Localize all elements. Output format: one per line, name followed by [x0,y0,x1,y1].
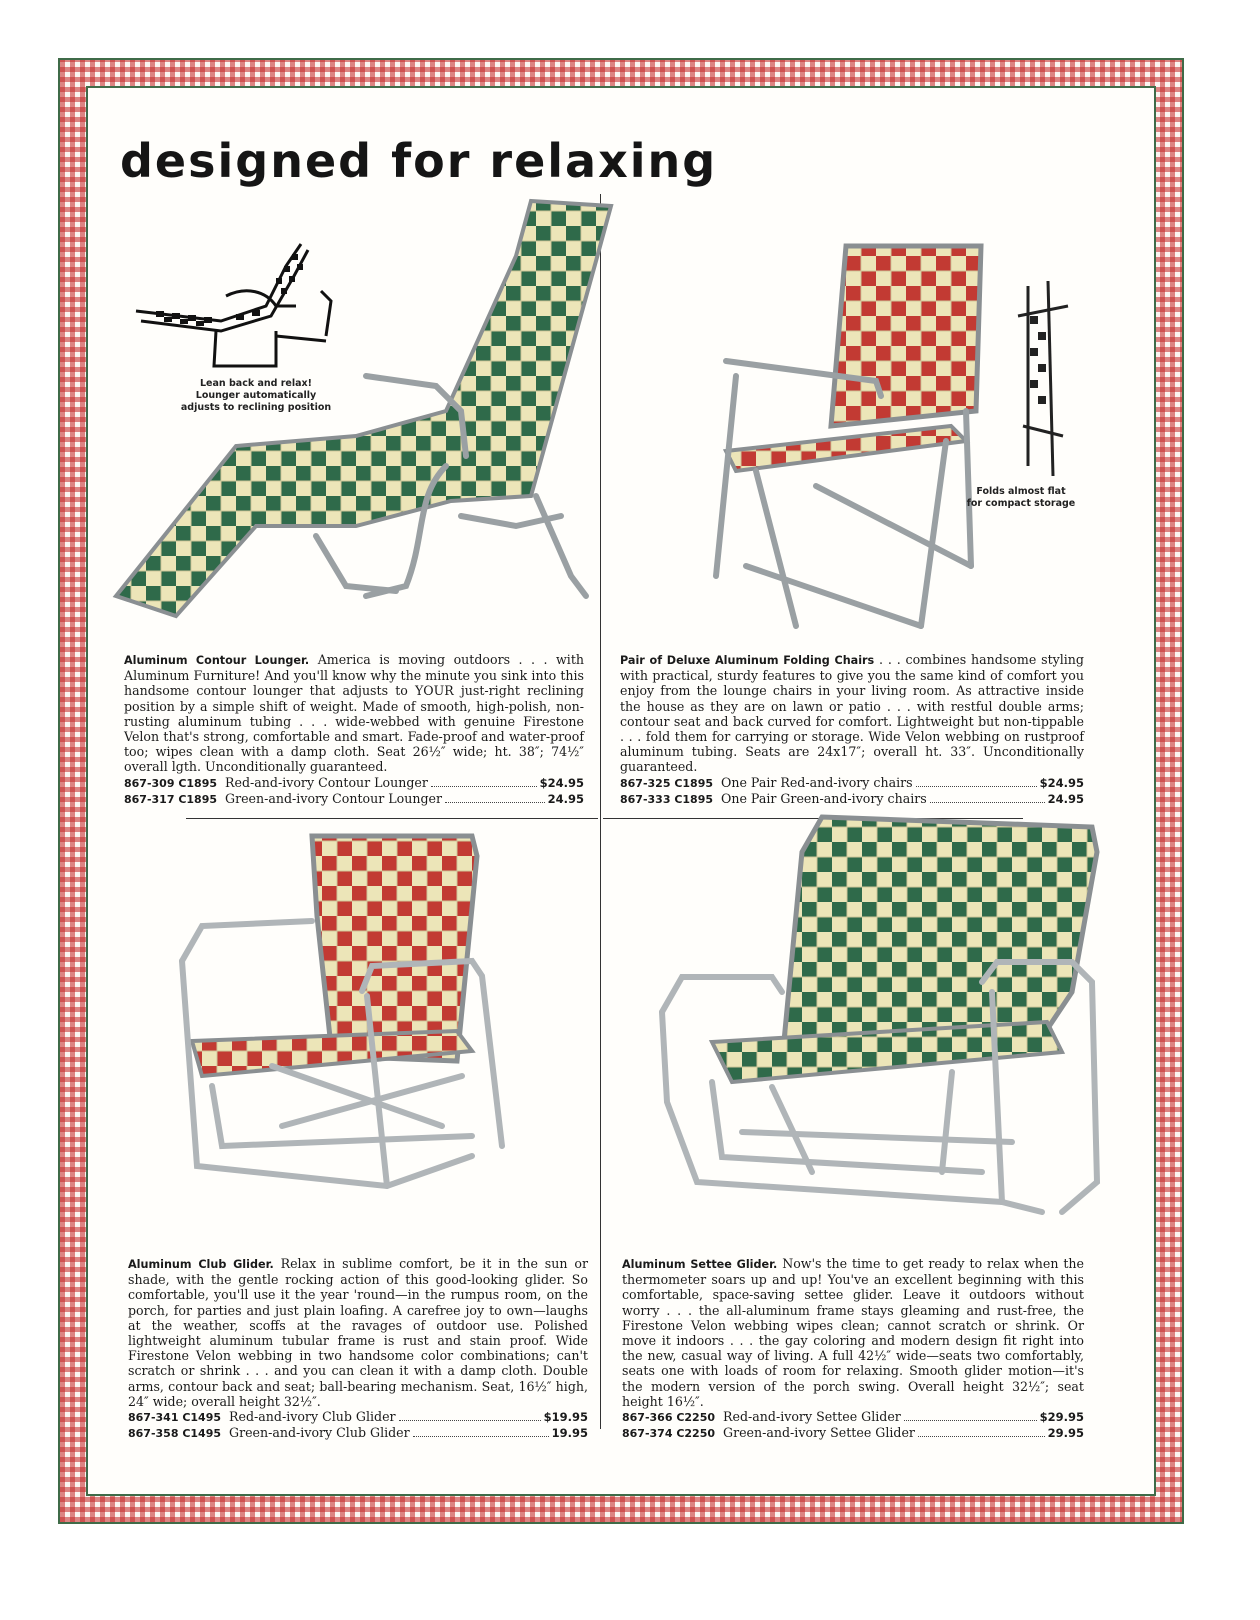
price-row: 867-374 C2250 Green-and-ivory Settee Glider 29.95 [622,1425,1084,1441]
settee-body: Now's the time to get ready to relax when the thermometer soars up and up! You've an excellent beginning with this comfortable, space-saving settee glider. Leave it outdoors without worry . . . the all-aluminum frame stays gleaming and rust-free, the Firestone Velon webbing wipes clean; cannot scratch or shrink. Or move it indoors . . . the gay coloring and modern design fit right into the new, casual way of living. A full 42½″ wide—seats two comfortably, seats one with loads of room for relaxing. Smooth glider motion—it's the modern version of the porch swing. Overall height 32½″; seat height 16½″. [622,1256,1085,1409]
folding-chair-photo [696,226,996,646]
row-divider-left [186,818,598,819]
club-glider-photo [172,826,542,1246]
price-row: 867-309 C1895 Red-and-ivory Contour Lounger $24.95 [124,774,584,790]
folding-body: . . . combines handsome styling with practical, sturdy features to give you the same kind of comfort you enjoy from the lounge chairs in your living room. As attractive inside the house as they are on lawn or patio . . . with restful double arms; contour seat and back curved for comfort. Lightweight but non-tippable . . . fold them for carrying or storage. Wide Velon webbing on rustproof aluminum tubing. Seats are 24x17″; overall ht. 33″. Unconditionally guaranteed. [620,652,1084,775]
club-description [128,1256,588,1441]
lounger-body: America is moving outdoors . . . with Aluminum Furniture! And you'll know why the minute you sink into this handsome contour lounger that adjusts to YOUR just-right reclining position by a simple shift of weight. Made of smooth, high-polish, non-rusting aluminum tubing . . . wide-webbed with genuine Firestone Velon that's strong, comfortable and smart. Fade-proof and water-proof too; wipes clean with a damp cloth. Seat 26½″ wide; ht. 38″; 74½″ overall lgth. Unconditionally guaranteed. [124,652,584,775]
lounger-photo [116,196,596,626]
lounger-description [124,652,584,807]
page-headline: designed for relaxing [120,134,718,188]
settee-description [622,1256,1084,1441]
price-row: 867-341 C1495 Red-and-ivory Club Glider $19.95 [128,1409,588,1425]
settee-product-name: Aluminum Settee Glider. [622,1258,778,1271]
club-body: Relax in sublime comfort, be it in the sun or shade, with the gentle rocking action of this good-looking glider. So comfortable, you'll use it the year 'round—in the rumpus room, on the porch, for parties and just plain loafing. A carefree joy to own—laughs at the weather, scoffs at the ravages of outdoor use. Polished lightweight aluminum tubular frame is rust and stain proof. Wide Firestone Velon webbing in two handsome color combinations; can't scratch or shrink . . . and you can clean it with a damp cloth. Double arms, contour back and seat; ball-bearing mechanism. Seat, 16½″ high, 24″ wide; overall height 32½″. [128,1256,588,1409]
club-product-name: Aluminum Club Glider. [128,1258,274,1271]
catalog-page [96,96,1146,1486]
price-row: 867-358 C1495 Green-and-ivory Club Glider 19.95 [128,1425,588,1441]
column-divider [600,194,601,1429]
folding-description [620,652,1084,807]
lounger-product-name: Aluminum Contour Lounger. [124,654,310,667]
folding-inset-caption: Folds almost flat for compact storage [966,486,1076,509]
price-row: 867-333 C1895 One Pair Green-and-ivory chairs 24.95 [620,790,1084,806]
price-row: 867-317 C1895 Green-and-ivory Contour Lounger 24.95 [124,790,584,806]
folded-chair-drawing [1008,276,1078,486]
lounger-inset-caption: Lean back and relax! Lounger automatically adjusts to reclining position [180,378,332,413]
price-row: 867-325 C1895 One Pair Red-and-ivory chairs $24.95 [620,774,1084,790]
folding-product-name: Pair of Deluxe Aluminum Folding Chairs [620,654,875,667]
settee-glider-photo [652,812,1112,1242]
price-row: 867-366 C2250 Red-and-ivory Settee Glider $29.95 [622,1409,1084,1425]
